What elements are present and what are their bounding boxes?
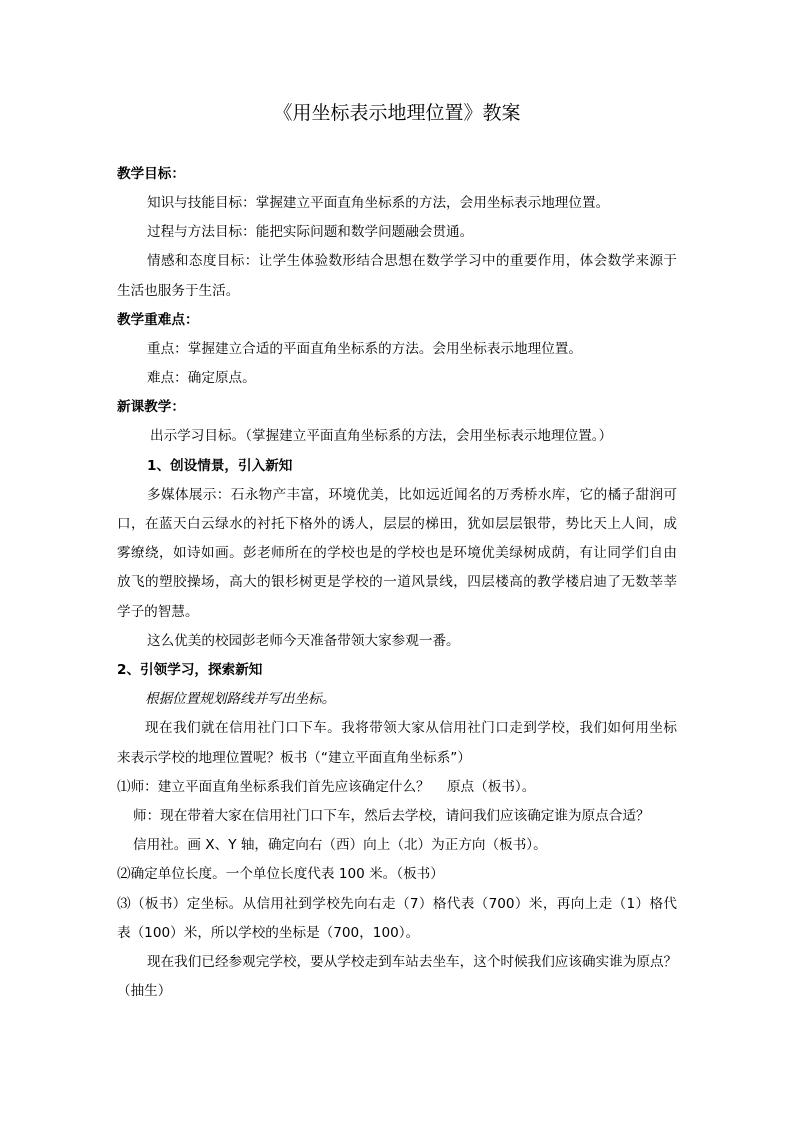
key-point: 重点：掌握建立合适的平面直角坐标系的方法。会用坐标表示地理位置。 [147,341,582,357]
step1-origin: ⑴师：建立平面直角坐标系我们首先应该确定什么？ 原点（板书）。 [117,779,536,795]
goal-emotion-line1: 情感和态度目标：让学生体验数形结合思想在数学学习中的重要作用，体会数学来源于 [147,253,677,269]
new-lesson-heading: 新课教学： [117,399,185,415]
bus-line1: 现在我们就在信用社门口下车。我将带领大家从信用社门口走到学校，我们如何用坐标 [145,720,677,736]
section1-heading: 1、创设情景，引入新知 [147,458,293,474]
station-line1: 现在我们已经参观完学校，要从学校走到车站去坐车，这个时候我们应该确实谁为原点？ [147,954,678,970]
plan-route: 根据位置规划路线并写出坐标。 [145,691,336,707]
bus-line2: 来表示学校的地理位置呢？板书（“建立平面直角坐标系”） [117,750,471,766]
step3-line1: ⑶（板书）定坐标。从信用社到学校先向右走（7）格代表（700）米，再向上走（1）格代 [117,896,677,912]
step2-unit: ⑵确定单位长度。一个单位长度代表 100 米。（板书） [117,866,444,882]
goal-emotion-line2: 生活也服务于生活。 [117,283,240,299]
media-line4: 放飞的塑胶操场，高大的银杉树更是学校的一道风景线，四层楼高的教学楼启迪了无数莘莘 [117,574,677,590]
tour-sentence: 这么优美的校园彭老师今天准备带领大家参观一番。 [147,633,460,649]
step3-line2: 表（100）米，所以学校的坐标是（700，100）。 [117,925,420,941]
media-line5: 学子的智慧。 [117,604,199,620]
station-line2: （抽生） [117,983,172,999]
media-line3: 雾缭绕，如诗如画。彭老师所在的学校也是的学校也是环境优美绿树成荫，有让同学们自由 [117,545,677,561]
teacher-question: 师：现在带着大家在信用社门口下车，然后去学校，请问我们应该确定谁为原点合适？ [133,808,650,824]
goal-process: 过程与方法目标：能把实际问题和数学问题融会贯通。 [147,224,474,240]
goals-heading: 教学目标： [117,166,185,182]
show-goal: 出示学习目标。（掌握建立平面直角坐标系的方法，会用坐标表示地理位置。） [150,428,613,444]
section2-heading: 2、引领学习，探索新知 [117,662,263,678]
media-line1: 多媒体展示：石永物产丰富，环境优美，比如远近闻名的万秀桥水库，它的橘子甜润可 [147,487,677,503]
difficult-point: 难点：确定原点。 [147,370,256,386]
keypoints-heading: 教学重难点： [117,312,199,328]
goal-knowledge: 知识与技能目标：掌握建立平面直角坐标系的方法，会用坐标表示地理位置。 [147,195,610,211]
answer-axes: 信用社。画 X、Y 轴，确定向右（西）向上（北）为正方向（板书）。 [133,837,547,853]
media-line2: 口，在蓝天白云绿水的衬托下格外的诱人，层层的梯田，犹如层层银带，势比天上人间，成 [117,516,677,532]
document-title: 《用坐标表示地理位置》教案 [273,102,521,124]
